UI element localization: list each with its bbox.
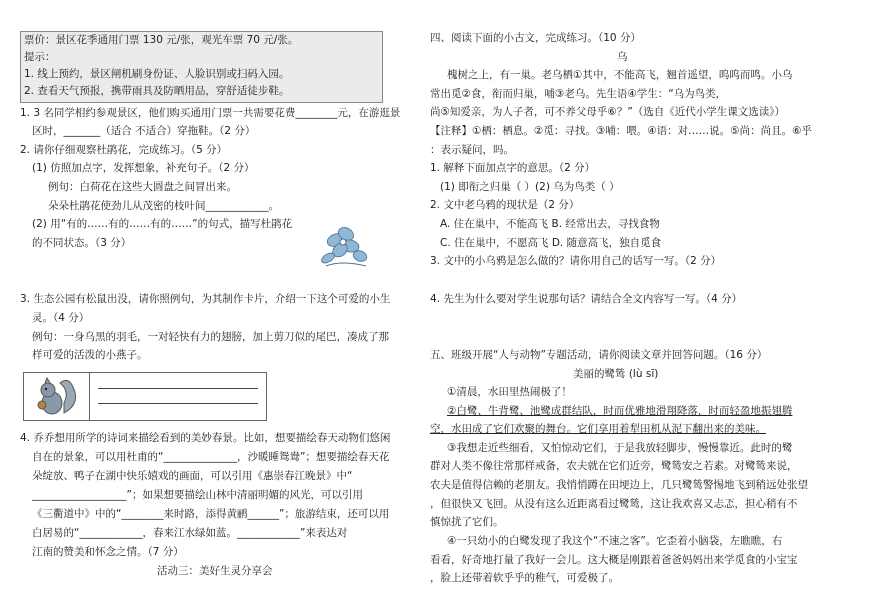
article-paragraph-3-line-4: ，但很快又飞回。从没有这么近距离看过鹭鸶，这让我欢喜又忐忑，担心稍有不 (430, 498, 798, 510)
reading-question-1-items: (1) 即衔之归巢（ ）(2) 乌为鸟类（ ） (440, 181, 620, 193)
ticket-price-line: 票价：景区花季通用门票 130 元/张，观光车票 70 元/张。 (24, 34, 299, 46)
question-3-example-2: 样可爱的活泼的小燕子。 (32, 349, 148, 361)
squirrel-card (23, 372, 267, 421)
question-2-1: (1) 仿照加点字，发挥想象，补充句子。（2 分） (32, 162, 255, 174)
question-3-line-2: 灵。（4 分） (32, 312, 90, 324)
article-paragraph-4-line-1: ④一只幼小的白鹭发现了我这个“不速之客”。它歪着小脑袋，左瞧瞧，右 (447, 535, 783, 547)
reading-question-4: 4. 先生为什么要对学生说那句话？请结合全文内容写一写。（4 分） (430, 293, 743, 305)
article-paragraph-3-line-3: 农夫是值得信赖的老朋友。我悄悄蹲在田埂边上，几只鹭鸶警惕地飞到稍远处张望 (430, 479, 808, 491)
passage-line-1: 槐树之上，有一巢。老乌栖①其中，不能高飞，翘首遥望，呜呜而鸣。小乌 (447, 69, 793, 81)
notes-line-1: 【注释】①栖：栖息。②觅：寻找。③哺：喂。④语：对……说。⑤尚：尚且。⑥乎 (430, 125, 812, 137)
article-paragraph-1: ①清晨，水田里热闹极了！ (447, 386, 572, 398)
article-paragraph-4-line-3: ，脸上还带着软乎乎的稚气，可爱极了。 (430, 572, 619, 584)
activity-three-title: 活动三：美好生灵分享会 (157, 565, 273, 577)
notes-line-2: ：表示疑问，吗。 (430, 144, 514, 156)
reading-question-1: 1. 解释下面加点字的意思。（2 分） (430, 162, 596, 174)
question-2-example-2: 朵朵杜鹃花使劲儿从茂密的枝叶间____________。 (48, 200, 279, 212)
section-4-heading: 四、阅读下面的小古文，完成练习。（10 分） (430, 32, 641, 44)
question-4-line-6: 白居易的“____________，春来江水绿如蓝。____________”来表达对 (32, 527, 348, 539)
article-paragraph-2-line-2-text: 空，水田成了它们欢聚的舞台。它们享用着犁田机从泥下翻出来的美味。 (430, 423, 766, 435)
question-4-line-1: 4. 乔乔想用所学的诗词来描绘看到的美妙春景。比如，想要描绘春天动物们悠闲 (20, 432, 391, 444)
tip-2: 2. 查看天气预报，携带雨具及防晒用品，穿舒适徒步鞋。 (24, 85, 290, 97)
section-5-heading: 五、班级开展“人与动物”专题活动，请你阅读文章并回答问题。（16 分） (430, 349, 768, 361)
tips-label: 提示： (24, 51, 56, 63)
tip-1: 1. 线上预约，景区闸机刷身份证、人脸识别或扫码入园。 (24, 68, 290, 80)
article-paragraph-3-line-5: 慎惊扰了它们。 (430, 516, 504, 528)
question-4-line-7: 江南的赞美和怀念之情。（7 分） (32, 546, 184, 558)
question-2: 2. 请你仔细观察杜鹃花，完成练习。（5 分） (20, 144, 228, 156)
article-paragraph-3-line-2: 群对人类不像往常那样戒备，农夫就在它们近旁，鹭鸶安之若素。对鹭鸶来说， (430, 460, 798, 472)
article-title: 美丽的鹭鸶 (lù sī) (573, 368, 659, 380)
question-3-example-1: 例句：一身乌黑的羽毛，一对轻快有力的翅膀，加上剪刀似的尾巴，凑成了那 (32, 331, 389, 343)
azalea-flower-icon (316, 220, 374, 270)
reading-question-2-options-ab: A. 住在巢中，不能高飞 B. 经常出去，寻找食物 (440, 218, 660, 230)
article-paragraph-2-line-2 (430, 422, 766, 437)
question-1-line-1: 1. 3 名同学相约参观景区，他们购买通用门票一共需要花费________元，在游逛景 (20, 107, 401, 119)
passage-line-2: 常出觅②食，衔而归巢，哺③老乌。先生语④学生：“乌为鸟类， (430, 88, 727, 100)
question-3-line-1: 3. 生态公园有松鼠出没，请你照例句，为其制作卡片，介绍一下这个可爱的小生 (20, 293, 391, 305)
question-4-line-4: __________________”；如果想要描绘山林中清丽明媚的风光，可以引用 (32, 489, 363, 501)
question-2-2-line-1: (2) 用“有的……有的……有的……”的句式，描写杜鹃花 (32, 218, 293, 230)
question-1-line-2: 区时，_______（适合 不适合）穿拖鞋。（2 分） (32, 125, 256, 137)
question-2-2-line-2: 的不同状态。（3 分） (32, 237, 132, 249)
passage-line-3: 尚⑤知爱亲，为人子者，可不养父母乎⑥？”（选自《近代小学生课文选读》） (430, 106, 786, 118)
reading-question-2: 2. 文中老乌鸦的现状是（2 分） (430, 199, 580, 211)
question-4-line-2: 自在的景象，可以用杜甫的“______________，沙暖睡鸳鸯”；想要描绘春天花 (32, 451, 390, 463)
article-paragraph-3-line-1: ③我想走近些细看，又怕惊动它们，于是我放轻脚步，慢慢靠近。此时的鹭 (447, 442, 793, 454)
reading-question-3: 3. 文中的小乌鸦是怎么做的？请你用自己的话写一写。（2 分） (430, 255, 722, 267)
squirrel-icon (24, 373, 90, 420)
reading-question-2-options-cd: C. 住在巢中，不愿高飞 D. 随意高飞，独自觅食 (440, 237, 662, 249)
card-writing-line-1[interactable] (98, 388, 258, 389)
question-2-example-1: 例句：白荷花在这些大圆盘之间冒出来。 (48, 181, 237, 193)
question-4-line-5: 《三衢道中》中的“________来时路，添得黄鹂______”；旅游结束，还可以用 (32, 508, 390, 520)
passage-title: 乌 (617, 51, 628, 63)
question-4-line-3: 朵绽放、鸭子在湖中快乐嬉戏的画面，可以引用《惠崇春江晚景》中“ (32, 470, 353, 482)
article-paragraph-4-line-2: 看看，好奇地打量了我好一会儿。这大概是刚跟着爸爸妈妈出来学觅食的小宝宝 (430, 554, 798, 566)
article-paragraph-2-line-1: ②白鹭、牛背鹭、池鹭成群结队，时而优雅地滑翔降落，时而轻盈地振翅腾 (447, 405, 793, 417)
card-writing-line-2[interactable] (98, 403, 258, 404)
